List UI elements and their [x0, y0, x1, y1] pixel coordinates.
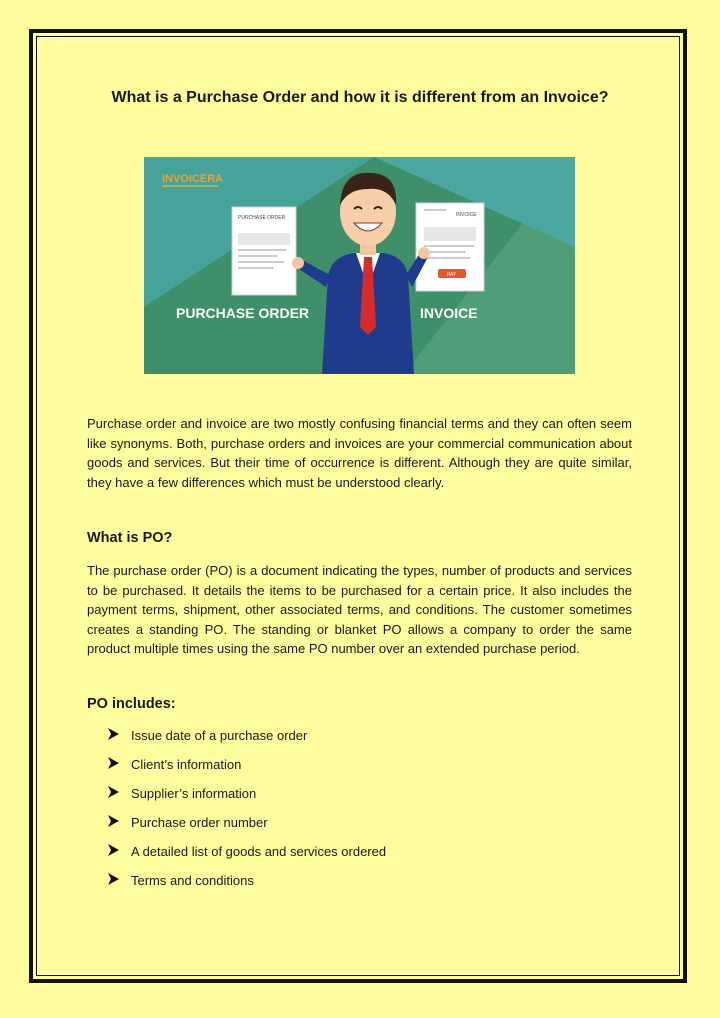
section-heading-what-is-po: What is PO?	[87, 530, 173, 546]
list-item	[108, 756, 386, 785]
arrow-bullet-icon	[108, 814, 131, 832]
list-item-text: A detailed list of goods and services ordered	[131, 844, 387, 859]
list-item	[108, 727, 386, 756]
list-item-text: Purchase order number	[131, 815, 268, 830]
intro-paragraph: Purchase order and invoice are two mostly confusing financial terms and they can often seem like synonyms. Both, purchase orders and invoices are your commercial communication about goods and services. But their time of occurrence is different. Although they are quite similar, they have a few differences which must be understood clearly.	[87, 416, 632, 490]
doc-right-heading: INVOICE	[456, 212, 477, 218]
arrow-bullet-icon	[108, 785, 131, 803]
arrow-bullet-icon	[108, 843, 131, 861]
list-item-text: Issue date of a purchase order	[131, 728, 308, 743]
list-item-text: Client’s information	[131, 757, 242, 772]
arrow-bullet-icon	[108, 872, 131, 890]
arrow-bullet-icon	[108, 727, 131, 745]
doc-left-heading: PURCHASE ORDER	[238, 215, 286, 221]
purchase-order-document	[232, 207, 296, 295]
section-heading-po-includes: PO includes:	[87, 696, 176, 712]
list-item	[108, 785, 386, 814]
arrow-bullet-icon	[108, 756, 131, 774]
banner-image	[144, 157, 575, 374]
list-item	[108, 843, 386, 872]
invoice-document	[416, 203, 484, 291]
list-item-text: Terms and conditions	[131, 873, 254, 888]
page-title: What is a Purchase Order and how it is different from an Invoice?	[111, 89, 609, 106]
doc-right-button: PAY	[447, 272, 457, 278]
banner-label-invoice: INVOICE	[420, 305, 478, 321]
list-item	[108, 814, 386, 843]
list-item-text: Supplier’s information	[131, 786, 257, 801]
list-item	[108, 872, 386, 901]
po-includes-list	[108, 727, 386, 901]
logo-text: INVOICERA	[162, 173, 224, 185]
banner-label-purchase-order: PURCHASE ORDER	[176, 305, 310, 321]
po-description-paragraph: The purchase order (PO) is a document indicating the types, number of products and services to be purchased. It details the items to be purchased for a certain price. It also includes the payment terms, shipment, other associated terms, and conditions. The customer sometimes creates a standing PO. The standing or blanket PO allows a company to order the same product multiple times using the same PO number over an extended purchase period.	[87, 563, 632, 656]
